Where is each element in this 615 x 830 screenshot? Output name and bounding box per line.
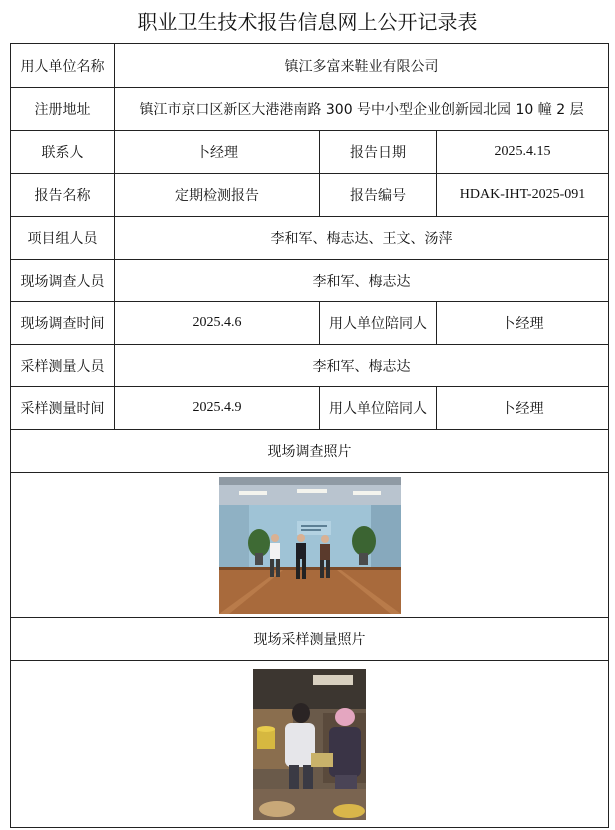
row-report	[11, 174, 609, 217]
row-sampling-photo	[11, 661, 609, 828]
value-address: 镇江市京口区新区大港港南路 300 号中小型企业创新园北园 10 幢 2 层	[115, 88, 609, 131]
label-employer: 用人单位名称	[11, 44, 115, 88]
page-title: 职业卫生技术报告信息网上公开记录表	[137, 10, 478, 34]
row-address	[11, 88, 609, 131]
survey-photo-heading: 现场调查照片	[11, 430, 609, 473]
label-report-name: 报告名称	[11, 174, 115, 217]
label-sampling-escort: 用人单位陪同人	[320, 387, 437, 430]
value-report-name: 定期检测报告	[115, 174, 320, 217]
row-survey-time	[11, 302, 609, 345]
label-survey-escort: 用人单位陪同人	[320, 302, 437, 345]
label-report-no: 报告编号	[320, 174, 437, 217]
sampling-photo	[253, 669, 366, 820]
row-sampling-time	[11, 387, 609, 430]
value-employer: 镇江多富来鞋业有限公司	[115, 44, 609, 88]
value-survey-staff: 李和军、梅志达	[115, 260, 609, 302]
label-address: 注册地址	[11, 88, 115, 131]
row-survey-staff	[11, 260, 609, 302]
label-survey-staff: 现场调查人员	[11, 260, 115, 302]
record-table	[10, 43, 609, 828]
value-team: 李和军、梅志达、王文、汤萍	[115, 217, 609, 260]
label-contact: 联系人	[11, 131, 115, 174]
value-sampling-time: 2025.4.9	[115, 387, 320, 430]
label-team: 项目组人员	[11, 217, 115, 260]
row-contact	[11, 131, 609, 174]
value-survey-time: 2025.4.6	[115, 302, 320, 345]
row-sampling-staff	[11, 345, 609, 387]
value-sampling-staff: 李和军、梅志达	[115, 345, 609, 387]
value-sampling-escort: 卜经理	[437, 387, 609, 430]
row-survey-photo	[11, 473, 609, 618]
row-team	[11, 217, 609, 260]
value-contact: 卜经理	[115, 131, 320, 174]
value-survey-escort: 卜经理	[437, 302, 609, 345]
row-survey-photo-header	[11, 430, 609, 473]
value-report-date: 2025.4.15	[437, 131, 609, 174]
survey-photo	[219, 477, 401, 614]
row-employer	[11, 44, 609, 88]
value-report-no: HDAK-IHT-2025-091	[437, 174, 609, 217]
label-sampling-staff: 采样测量人员	[11, 345, 115, 387]
label-sampling-time: 采样测量时间	[11, 387, 115, 430]
label-report-date: 报告日期	[320, 131, 437, 174]
sampling-photo-heading: 现场采样测量照片	[11, 618, 609, 661]
label-survey-time: 现场调查时间	[11, 302, 115, 345]
row-sampling-photo-header	[11, 618, 609, 661]
